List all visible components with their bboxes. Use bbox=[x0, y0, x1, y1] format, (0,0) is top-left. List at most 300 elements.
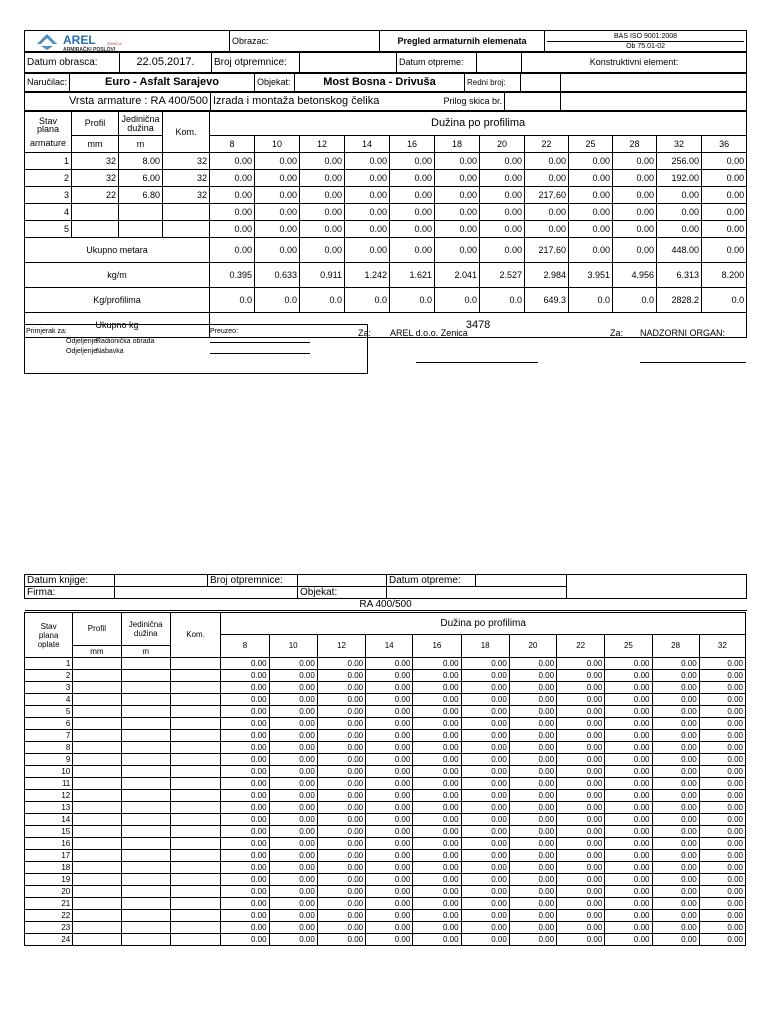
length-cell: 0.00 bbox=[300, 170, 345, 187]
stav-cell: 2 bbox=[25, 170, 72, 187]
table-row bbox=[25, 826, 746, 838]
b-length-cell: 0.00 bbox=[605, 754, 652, 766]
kom-cell[interactable] bbox=[163, 221, 210, 238]
b-profile-header-14: 14 bbox=[366, 635, 413, 658]
b-length-cell: 0.00 bbox=[605, 838, 652, 850]
length-cell: 0.00 bbox=[435, 204, 480, 221]
b-duzina-cell[interactable] bbox=[121, 886, 170, 898]
length-cell: 0.00 bbox=[613, 153, 657, 170]
b-length-cell: 0.00 bbox=[652, 670, 699, 682]
b-length-cell: 0.00 bbox=[509, 670, 556, 682]
b-col-kom-header: Kom. bbox=[170, 613, 220, 658]
kgm-label: kg/m bbox=[25, 263, 210, 288]
b-length-cell: 0.00 bbox=[699, 838, 745, 850]
b-length-cell: 0.00 bbox=[461, 850, 509, 862]
table-row bbox=[25, 658, 746, 670]
b-length-cell: 0.00 bbox=[413, 838, 461, 850]
b-profil-cell[interactable] bbox=[73, 778, 121, 790]
firma-label: Firma: bbox=[25, 587, 115, 599]
b-duzina-cell[interactable] bbox=[121, 826, 170, 838]
length-cell: 0.00 bbox=[210, 204, 255, 221]
b-profil-cell[interactable] bbox=[73, 682, 121, 694]
b-length-cell: 0.00 bbox=[605, 766, 652, 778]
duzina-cell[interactable] bbox=[119, 204, 163, 221]
b-profile-header-32: 32 bbox=[699, 635, 745, 658]
b-kom-cell[interactable] bbox=[170, 790, 220, 802]
kgm-value: 1.621 bbox=[390, 263, 435, 288]
length-cell: 0.00 bbox=[525, 153, 569, 170]
profil-cell[interactable]: 22 bbox=[72, 187, 119, 204]
b-length-cell: 0.00 bbox=[413, 910, 461, 922]
length-cell: 0.00 bbox=[702, 204, 747, 221]
ukupno-metara-value: 0.00 bbox=[210, 238, 255, 263]
length-cell: 0.00 bbox=[657, 221, 702, 238]
top-vrsta-table bbox=[24, 92, 747, 111]
b-kom-cell[interactable] bbox=[170, 826, 220, 838]
b-profil-cell[interactable] bbox=[73, 718, 121, 730]
b-duzina-cell[interactable] bbox=[121, 658, 170, 670]
profile-header-12: 12 bbox=[300, 136, 345, 153]
b-profil-cell[interactable] bbox=[73, 826, 121, 838]
b-kom-cell[interactable] bbox=[170, 754, 220, 766]
b-duzina-cell[interactable] bbox=[121, 766, 170, 778]
length-cell: 0.00 bbox=[613, 170, 657, 187]
ukupno-metara-row bbox=[25, 238, 747, 263]
b-length-cell: 0.00 bbox=[557, 862, 605, 874]
b-length-cell: 0.00 bbox=[652, 886, 699, 898]
nadzorni-organ: NADZORNI ORGAN: bbox=[640, 328, 726, 338]
b-length-cell: 0.00 bbox=[413, 742, 461, 754]
b-duzina-cell[interactable] bbox=[121, 850, 170, 862]
b-length-cell: 0.00 bbox=[269, 802, 317, 814]
kg-profilima-row bbox=[25, 288, 747, 313]
table-row bbox=[25, 886, 746, 898]
kgm-value: 2.984 bbox=[525, 263, 569, 288]
length-cell: 0.00 bbox=[435, 170, 480, 187]
b-length-cell: 0.00 bbox=[413, 874, 461, 886]
length-cell: 0.00 bbox=[390, 204, 435, 221]
b-length-cell: 0.00 bbox=[652, 814, 699, 826]
b-length-cell: 0.00 bbox=[699, 766, 745, 778]
b-length-cell: 0.00 bbox=[366, 670, 413, 682]
b-length-cell: 0.00 bbox=[509, 874, 556, 886]
b-profil-cell[interactable] bbox=[73, 730, 121, 742]
b-profil-cell[interactable] bbox=[73, 670, 121, 682]
firma-value[interactable] bbox=[115, 587, 298, 599]
b-length-cell: 0.00 bbox=[605, 814, 652, 826]
b-length-cell: 0.00 bbox=[699, 754, 745, 766]
ukupno-metara-value: 217.60 bbox=[525, 238, 569, 263]
b-duzina-cell[interactable] bbox=[121, 718, 170, 730]
length-cell: 0.00 bbox=[390, 153, 435, 170]
b-kom-cell[interactable] bbox=[170, 922, 220, 934]
b-unit-mm: mm bbox=[73, 646, 121, 658]
b-length-cell: 0.00 bbox=[366, 742, 413, 754]
b-duzina-cell[interactable] bbox=[121, 670, 170, 682]
izrada-label: Izrada i montaža betonskog čelika bbox=[211, 93, 409, 111]
b-kom-cell[interactable] bbox=[170, 694, 220, 706]
broj-otpremnice-value[interactable] bbox=[300, 53, 397, 73]
b-duzina-cell[interactable] bbox=[121, 910, 170, 922]
b-profil-cell[interactable] bbox=[73, 898, 121, 910]
kg-profilima-value: 0.0 bbox=[480, 288, 525, 313]
b-length-cell: 0.00 bbox=[366, 694, 413, 706]
b-kom-cell[interactable] bbox=[170, 862, 220, 874]
bottom-blank bbox=[567, 575, 747, 599]
b-length-cell: 0.00 bbox=[509, 910, 556, 922]
b-length-cell: 0.00 bbox=[605, 658, 652, 670]
b-profil-cell[interactable] bbox=[73, 922, 121, 934]
b-length-cell: 0.00 bbox=[461, 754, 509, 766]
b-col-stav-line2: plana bbox=[38, 630, 59, 640]
b-length-cell: 0.00 bbox=[413, 754, 461, 766]
odjeljenje-value-2: Nabavka bbox=[96, 348, 124, 355]
b-profil-cell[interactable] bbox=[73, 706, 121, 718]
duzina-cell[interactable]: 8.00 bbox=[119, 153, 163, 170]
b-kom-cell[interactable] bbox=[170, 778, 220, 790]
table-row bbox=[25, 730, 746, 742]
length-cell: 0.00 bbox=[300, 187, 345, 204]
profil-cell[interactable]: 32 bbox=[72, 153, 119, 170]
b-length-cell: 0.00 bbox=[461, 886, 509, 898]
kg-profilima-value: 0.0 bbox=[210, 288, 255, 313]
b-length-cell: 0.00 bbox=[557, 886, 605, 898]
b-length-cell: 0.00 bbox=[269, 934, 317, 946]
b-stav-cell: 22 bbox=[25, 910, 73, 922]
b-length-cell: 0.00 bbox=[557, 850, 605, 862]
form-title: Pregled armaturnih elemenata bbox=[380, 31, 545, 52]
b-profil-cell[interactable] bbox=[73, 658, 121, 670]
b-length-cell: 0.00 bbox=[317, 838, 365, 850]
b-length-cell: 0.00 bbox=[509, 742, 556, 754]
b-length-cell: 0.00 bbox=[221, 790, 269, 802]
b-profil-cell[interactable] bbox=[73, 838, 121, 850]
b-profil-cell[interactable] bbox=[73, 754, 121, 766]
b-length-cell: 0.00 bbox=[413, 682, 461, 694]
profil-cell[interactable] bbox=[72, 204, 119, 221]
b-duzina-cell[interactable] bbox=[121, 790, 170, 802]
odjeljenje-value-1: Radionička obrada bbox=[96, 338, 155, 345]
ukupno-metara-value: 0.00 bbox=[569, 238, 613, 263]
b-length-cell: 0.00 bbox=[699, 706, 745, 718]
table-row bbox=[25, 742, 746, 754]
b-unit-m: m bbox=[121, 646, 170, 658]
b-length-cell: 0.00 bbox=[366, 790, 413, 802]
b-length-cell: 0.00 bbox=[317, 910, 365, 922]
col-stav-line3: armature bbox=[29, 138, 66, 148]
datum-obrasca-value[interactable]: 22.05.2017. bbox=[120, 53, 212, 73]
b-kom-cell[interactable] bbox=[170, 802, 220, 814]
stav-cell: 1 bbox=[25, 153, 72, 170]
konstruktivni-label: Konstruktivni element: bbox=[522, 53, 747, 73]
b-length-cell: 0.00 bbox=[699, 910, 745, 922]
b-length-cell: 0.00 bbox=[317, 670, 365, 682]
b-profile-header-28: 28 bbox=[652, 635, 699, 658]
b-stav-cell: 10 bbox=[25, 766, 73, 778]
b-length-cell: 0.00 bbox=[461, 814, 509, 826]
length-cell: 0.00 bbox=[702, 170, 747, 187]
b-length-cell: 0.00 bbox=[509, 790, 556, 802]
b-length-cell: 0.00 bbox=[557, 874, 605, 886]
b-length-cell: 0.00 bbox=[269, 730, 317, 742]
b-profil-cell[interactable] bbox=[73, 862, 121, 874]
b-length-cell: 0.00 bbox=[366, 838, 413, 850]
b-duzina-cell[interactable] bbox=[121, 922, 170, 934]
b-duzina-cell[interactable] bbox=[121, 802, 170, 814]
profile-header-20: 20 bbox=[480, 136, 525, 153]
datum-otpreme-value-2[interactable] bbox=[476, 575, 567, 587]
b-kom-cell[interactable] bbox=[170, 934, 220, 946]
b-length-cell: 0.00 bbox=[221, 754, 269, 766]
b-profile-header-16: 16 bbox=[413, 635, 461, 658]
objekat-value[interactable]: Most Bosna - Drivuša bbox=[295, 74, 465, 92]
length-cell: 0.00 bbox=[210, 187, 255, 204]
kom-cell[interactable] bbox=[163, 204, 210, 221]
b-kom-cell[interactable] bbox=[170, 730, 220, 742]
col-jedinicna-header bbox=[119, 112, 163, 136]
b-duzina-cell[interactable] bbox=[121, 862, 170, 874]
table-row bbox=[25, 814, 746, 826]
b-duzina-cell[interactable] bbox=[121, 682, 170, 694]
b-kom-cell[interactable] bbox=[170, 898, 220, 910]
b-length-cell: 0.00 bbox=[557, 754, 605, 766]
b-length-cell: 0.00 bbox=[699, 862, 745, 874]
b-duzina-cell[interactable] bbox=[121, 874, 170, 886]
b-kom-cell[interactable] bbox=[170, 910, 220, 922]
narucilac-label: Naručilac: bbox=[25, 74, 70, 92]
duzina-cell[interactable] bbox=[119, 221, 163, 238]
b-length-cell: 0.00 bbox=[699, 790, 745, 802]
b-kom-cell[interactable] bbox=[170, 682, 220, 694]
table-row bbox=[25, 922, 746, 934]
b-length-cell: 0.00 bbox=[317, 718, 365, 730]
length-cell: 0.00 bbox=[569, 170, 613, 187]
b-length-cell: 0.00 bbox=[557, 838, 605, 850]
b-profil-cell[interactable] bbox=[73, 766, 121, 778]
b-length-cell: 0.00 bbox=[509, 802, 556, 814]
length-cell: 0.00 bbox=[390, 221, 435, 238]
length-cell: 0.00 bbox=[702, 221, 747, 238]
ra-label: RA 400/500 bbox=[25, 599, 747, 611]
b-kom-cell[interactable] bbox=[170, 814, 220, 826]
b-profil-cell[interactable] bbox=[73, 742, 121, 754]
b-duzina-cell[interactable] bbox=[121, 730, 170, 742]
b-profil-cell[interactable] bbox=[73, 694, 121, 706]
b-duzina-cell[interactable] bbox=[121, 706, 170, 718]
datum-otpreme-value[interactable] bbox=[477, 53, 522, 73]
b-length-cell: 0.00 bbox=[413, 658, 461, 670]
duzina-cell[interactable]: 6.80 bbox=[119, 187, 163, 204]
b-profil-cell[interactable] bbox=[73, 874, 121, 886]
length-cell: 0.00 bbox=[345, 221, 390, 238]
kom-cell[interactable]: 32 bbox=[163, 187, 210, 204]
b-length-cell: 0.00 bbox=[699, 814, 745, 826]
b-length-cell: 0.00 bbox=[269, 922, 317, 934]
b-profile-header-10: 10 bbox=[269, 635, 317, 658]
b-stav-cell: 21 bbox=[25, 898, 73, 910]
b-duzina-cell[interactable] bbox=[121, 742, 170, 754]
table-row bbox=[25, 153, 747, 170]
b-length-cell: 0.00 bbox=[557, 802, 605, 814]
b-length-cell: 0.00 bbox=[366, 898, 413, 910]
b-length-cell: 0.00 bbox=[557, 670, 605, 682]
b-length-cell: 0.00 bbox=[317, 790, 365, 802]
unit-m: m bbox=[119, 136, 163, 153]
b-length-cell: 0.00 bbox=[605, 862, 652, 874]
b-duzina-cell[interactable] bbox=[121, 814, 170, 826]
col-jed-line2: dužina bbox=[127, 122, 154, 133]
b-length-cell: 0.00 bbox=[221, 838, 269, 850]
profile-header-18: 18 bbox=[435, 136, 480, 153]
b-stav-cell: 18 bbox=[25, 862, 73, 874]
ukupno-kg-value: 3478 bbox=[210, 313, 747, 338]
b-length-cell: 0.00 bbox=[317, 766, 365, 778]
b-length-cell: 0.00 bbox=[221, 886, 269, 898]
b-duzina-cell[interactable] bbox=[121, 934, 170, 946]
profile-header-16: 16 bbox=[390, 136, 435, 153]
length-cell: 0.00 bbox=[345, 204, 390, 221]
b-col-stav-header bbox=[25, 613, 73, 658]
b-profile-header-22: 22 bbox=[557, 635, 605, 658]
b-stav-cell: 1 bbox=[25, 658, 73, 670]
b-length-cell: 0.00 bbox=[269, 742, 317, 754]
length-cell: 0.00 bbox=[345, 187, 390, 204]
profil-cell[interactable] bbox=[72, 221, 119, 238]
table-row bbox=[25, 838, 746, 850]
vrsta-armature: Vrsta armature : RA 400/500 bbox=[25, 93, 211, 111]
b-kom-cell[interactable] bbox=[170, 850, 220, 862]
table-row bbox=[25, 790, 746, 802]
b-profil-cell[interactable] bbox=[73, 814, 121, 826]
b-length-cell: 0.00 bbox=[699, 850, 745, 862]
stav-cell: 4 bbox=[25, 204, 72, 221]
b-kom-cell[interactable] bbox=[170, 658, 220, 670]
length-cell: 0.00 bbox=[702, 187, 747, 204]
b-kom-cell[interactable] bbox=[170, 838, 220, 850]
kom-cell[interactable]: 32 bbox=[163, 170, 210, 187]
b-length-cell: 0.00 bbox=[461, 730, 509, 742]
b-length-cell: 0.00 bbox=[221, 718, 269, 730]
broj-otpremnice-value-2[interactable] bbox=[298, 575, 387, 587]
b-profil-cell[interactable] bbox=[73, 850, 121, 862]
redni-broj-value[interactable] bbox=[521, 74, 561, 92]
b-duzina-cell[interactable] bbox=[121, 838, 170, 850]
kg-profilima-value: 0.0 bbox=[345, 288, 390, 313]
b-length-cell: 0.00 bbox=[366, 922, 413, 934]
redni-broj-label: Redni broj: bbox=[465, 74, 521, 92]
b-profil-cell[interactable] bbox=[73, 802, 121, 814]
b-kom-cell[interactable] bbox=[170, 874, 220, 886]
length-cell: 0.00 bbox=[390, 170, 435, 187]
b-length-cell: 0.00 bbox=[413, 766, 461, 778]
b-length-cell: 0.00 bbox=[269, 814, 317, 826]
b-length-cell: 0.00 bbox=[699, 778, 745, 790]
b-kom-cell[interactable] bbox=[170, 742, 220, 754]
b-length-cell: 0.00 bbox=[461, 910, 509, 922]
b-length-cell: 0.00 bbox=[557, 910, 605, 922]
b-length-cell: 0.00 bbox=[509, 730, 556, 742]
kom-cell[interactable]: 32 bbox=[163, 153, 210, 170]
b-length-cell: 0.00 bbox=[652, 790, 699, 802]
b-duzina-cell[interactable] bbox=[121, 898, 170, 910]
objekat-label-2: Objekat: bbox=[298, 587, 387, 599]
b-length-cell: 0.00 bbox=[317, 862, 365, 874]
datum-knjige-value[interactable] bbox=[115, 575, 208, 587]
length-cell: 0.00 bbox=[480, 221, 525, 238]
b-length-cell: 0.00 bbox=[461, 766, 509, 778]
b-length-cell: 0.00 bbox=[509, 658, 556, 670]
b-length-cell: 0.00 bbox=[699, 886, 745, 898]
b-duzina-cell[interactable] bbox=[121, 754, 170, 766]
length-cell: 0.00 bbox=[525, 204, 569, 221]
table-row bbox=[25, 802, 746, 814]
b-kom-cell[interactable] bbox=[170, 670, 220, 682]
b-length-cell: 0.00 bbox=[366, 886, 413, 898]
b-length-cell: 0.00 bbox=[461, 874, 509, 886]
b-length-cell: 0.00 bbox=[605, 682, 652, 694]
b-length-cell: 0.00 bbox=[221, 910, 269, 922]
length-cell: 0.00 bbox=[210, 170, 255, 187]
b-length-cell: 0.00 bbox=[366, 658, 413, 670]
profil-cell[interactable]: 32 bbox=[72, 170, 119, 187]
b-length-cell: 0.00 bbox=[652, 874, 699, 886]
b-length-cell: 0.00 bbox=[652, 730, 699, 742]
objekat-value-2[interactable] bbox=[387, 587, 567, 599]
b-length-cell: 0.00 bbox=[652, 658, 699, 670]
b-length-cell: 0.00 bbox=[269, 910, 317, 922]
table-row bbox=[25, 221, 747, 238]
b-length-cell: 0.00 bbox=[605, 934, 652, 946]
b-kom-cell[interactable] bbox=[170, 886, 220, 898]
b-duzina-cell[interactable] bbox=[121, 694, 170, 706]
b-profil-cell[interactable] bbox=[73, 910, 121, 922]
b-length-cell: 0.00 bbox=[557, 718, 605, 730]
arel-signature-line[interactable] bbox=[416, 362, 538, 363]
b-profil-cell[interactable] bbox=[73, 790, 121, 802]
nadzorni-signature-line[interactable] bbox=[640, 362, 746, 363]
b-length-cell: 0.00 bbox=[652, 862, 699, 874]
duzina-cell[interactable]: 6.00 bbox=[119, 170, 163, 187]
length-cell: 0.00 bbox=[569, 204, 613, 221]
narucilac-value[interactable]: Euro - Asfalt Sarajevo bbox=[70, 74, 255, 92]
stav-cell: 5 bbox=[25, 221, 72, 238]
b-stav-cell: 20 bbox=[25, 886, 73, 898]
b-length-cell: 0.00 bbox=[461, 934, 509, 946]
konstruktivni-value[interactable] bbox=[561, 74, 747, 92]
duzina-header: Dužina po profilima bbox=[210, 112, 747, 136]
table-row bbox=[25, 694, 746, 706]
b-length-cell: 0.00 bbox=[269, 862, 317, 874]
b-profil-cell[interactable] bbox=[73, 886, 121, 898]
b-profil-cell[interactable] bbox=[73, 934, 121, 946]
b-stav-cell: 5 bbox=[25, 706, 73, 718]
b-length-cell: 0.00 bbox=[317, 802, 365, 814]
prilog-value[interactable] bbox=[505, 93, 561, 111]
b-kom-cell[interactable] bbox=[170, 766, 220, 778]
b-profile-header-20: 20 bbox=[509, 635, 556, 658]
profile-header-10: 10 bbox=[255, 136, 300, 153]
b-length-cell: 0.00 bbox=[221, 694, 269, 706]
b-duzina-cell[interactable] bbox=[121, 778, 170, 790]
b-kom-cell[interactable] bbox=[170, 718, 220, 730]
b-length-cell: 0.00 bbox=[605, 922, 652, 934]
b-length-cell: 0.00 bbox=[317, 934, 365, 946]
b-kom-cell[interactable] bbox=[170, 706, 220, 718]
unit-mm: mm bbox=[72, 136, 119, 153]
b-stav-cell: 12 bbox=[25, 790, 73, 802]
b-length-cell: 0.00 bbox=[699, 934, 745, 946]
b-length-cell: 0.00 bbox=[413, 706, 461, 718]
